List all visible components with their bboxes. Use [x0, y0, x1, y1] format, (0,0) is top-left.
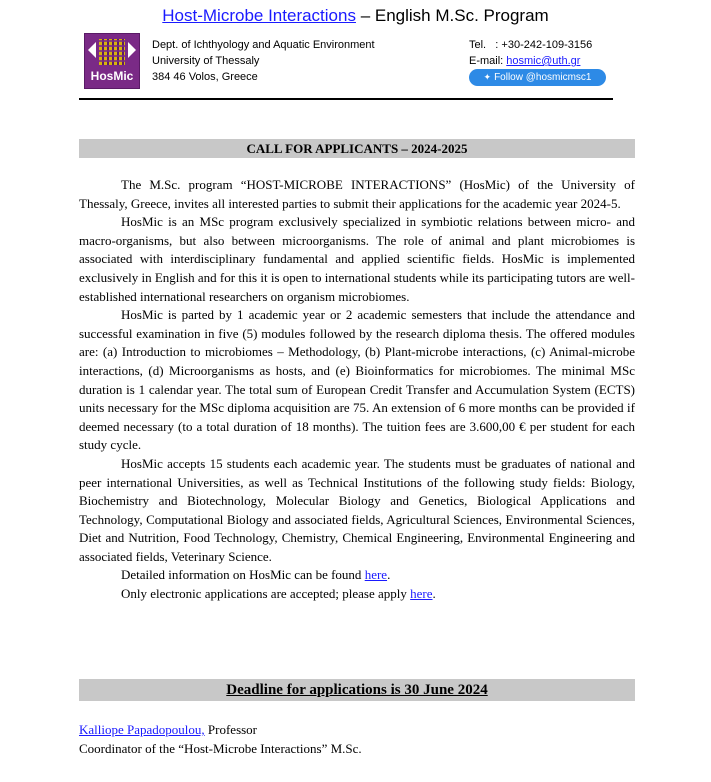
signature-name-line	[79, 721, 362, 740]
body-paragraph: HosMic is an MSc program exclusively specialized in symbiotic relations between micro- and macro-organisms, but also between microorganisms. The role of animal and plant microbiomes is associated with interdisciplinary fundamental and applied scientific fields. HosMic is implemented exclusively in English and for this it is open to international students while its participating tutors are well-established international researchers on organism microbiomes.	[79, 214, 635, 304]
department-address	[152, 37, 375, 85]
apply-line	[79, 585, 635, 604]
header-divider	[79, 98, 613, 100]
info-line	[79, 566, 635, 585]
address-line: University of Thessaly	[152, 55, 260, 67]
call-title: CALL FOR APPLICANTS – 2024-2025	[246, 141, 468, 156]
twitter-bird-icon: ✦	[483, 72, 492, 82]
email-label: E-mail:	[469, 55, 507, 67]
hosmic-logo	[84, 33, 140, 89]
page-title	[0, 6, 711, 26]
twitter-follow-label: Follow @hosmicmsc1	[494, 72, 592, 83]
twitter-follow-button[interactable]	[469, 69, 606, 86]
signature-block	[79, 721, 362, 758]
email-link[interactable]: hosmic@uth.gr	[506, 55, 581, 67]
call-title-banner	[79, 139, 635, 158]
info-text: Detailed information on HosMic can be found	[121, 567, 365, 583]
apply-here-link[interactable]: here	[410, 586, 433, 602]
program-subtitle: – English M.Sc. Program	[355, 6, 549, 25]
address-line: Dept. of Ichthyology and Aquatic Environment	[152, 39, 375, 51]
deadline-banner	[79, 679, 635, 701]
coordinator-role: Coordinator of the “Host-Microbe Interactions” M.Sc.	[79, 740, 362, 756]
qr-code-overlay	[99, 39, 125, 65]
apply-end: .	[432, 586, 436, 602]
contact-info	[469, 37, 592, 69]
info-end: .	[387, 567, 391, 583]
logo-arrow-left-icon	[88, 42, 96, 58]
body-paragraph: HosMic accepts 15 students each academic year. The students must be graduates of national and peer international Universities, as well as Technical Institutions of the following study fields: Biology, Biochemistry and Biotechnology, Molecular Biology and Genetics, Biological Applications and Technology, Computational Biology and associated fields, Agricultural Sciences, Environmental Sciences, Diet and Nutrition, Food Technology, Chemistry, Chemical Engineering, Environmental Engineering and associated fields, Veterinary Science.	[79, 455, 635, 564]
tel-label: Tel. :	[469, 39, 502, 51]
phone-line	[469, 37, 592, 53]
address-line: 384 46 Volos, Greece	[152, 71, 258, 83]
email-line	[469, 53, 592, 69]
coordinator-name-link[interactable]: Kalliope Papadopoulou,	[79, 722, 205, 737]
phone-number: +30-242-109-3156	[501, 39, 593, 51]
call-body	[79, 176, 635, 604]
program-link[interactable]: Host-Microbe Interactions	[162, 6, 356, 25]
deadline-text: Deadline for applications is 30 June 2024	[226, 682, 488, 698]
body-paragraph: HosMic is parted by 1 academic year or 2 academic semesters that include the attendance and successful examination in five (5) modules followed by the research diploma thesis. The offered modules are: (a) Introduction to microbiomes – Methodology, (b) Plant-microbe interactions, (c) Animal-microbe interactions, (d) Microorganisms as hosts, and (e) Bioinformatics for microbiomes. The minimal MSc duration is 1 calendar year. The total sum of European Credit Transfer and Accumulation System (ECTS) units necessary for the MSc diploma acquisition are 75. An extension of 6 more months can be provided if deemed necessary (to a total duration of 18 months). The tuition fees are 3.600,00 € per student for each study cycle.	[79, 307, 635, 453]
coordinator-title: Professor	[204, 722, 258, 737]
logo-wordmark: HosMic	[90, 69, 134, 83]
apply-text: Only electronic applications are accepted; please apply	[121, 586, 411, 602]
logo-arrow-right-icon	[128, 42, 136, 58]
body-paragraph: The M.Sc. program “HOST-MICROBE INTERACTIONS” (HosMic) of the University of Thessaly, Greece, invites all interested parties to submit their applications for the academic year 2024-5.	[79, 177, 635, 211]
info-here-link[interactable]: here	[364, 567, 388, 583]
